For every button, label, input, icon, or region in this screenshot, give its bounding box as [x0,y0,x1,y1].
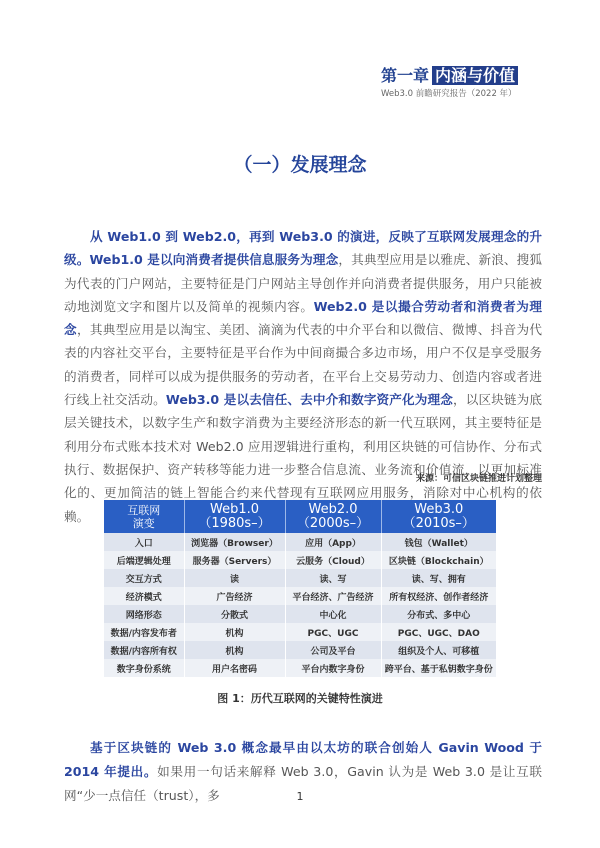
table-cell: 公司及平台 [285,641,381,659]
table-cell: 云服务（Cloud） [285,551,381,569]
table-header-cell: Web2.0 （2000s–） [285,500,381,533]
web-evolution-table [104,500,496,677]
table-cell: 经济模式 [104,587,184,605]
table-row [104,551,496,569]
table-cell: 读 [184,569,285,587]
para1-text-6: ，以区块链为底层关键技术，以数字生产和数字消费为主要经济形态的新一代互联网，其主要特征是利用分布式账本技术对 Web2.0 应用逻辑进行重构，利用区块链的可信协作、分布式执行、数据保护、资产转移等能力进一步整合信息流、业务流和价值流，以更加标准化的、更加简洁的链上智能合约来代替现有互联网应用服务，消除对中心机构的依赖。 [64,392,542,524]
chapter-title [381,66,518,86]
table-cell: 中心化 [285,605,381,623]
table-cell: 入口 [104,533,184,551]
table-cell: 数据/内容所有权 [104,641,184,659]
table-cell: 读、写、拥有 [381,569,496,587]
table-row [104,605,496,623]
table-header-row [104,500,496,533]
table-row [104,659,496,677]
table-cell: 跨平台、基于私钥数字身份 [381,659,496,677]
table-row [104,587,496,605]
chapter-header [381,66,518,99]
table-cell: 后端逻辑处理 [104,551,184,569]
table-header-cell: Web1.0 （1980s–） [184,500,285,533]
table-cell: PGC、UGC、DAO [381,623,496,641]
table-row [104,641,496,659]
para1-bold-1: 从 Web1.0 到 Web2.0，再到 Web3.0 的演进，反映了互联网发展理念的升级。Web1.0 是以向消费者提供信息服务为理念 [64,229,542,268]
table-row [104,569,496,587]
table-cell: 机构 [184,641,285,659]
table-cell: PGC、UGC [285,623,381,641]
table-cell: 机构 [184,623,285,641]
table-cell: 服务器（Servers） [184,551,285,569]
table-cell: 钱包（Wallet） [381,533,496,551]
para1-bold-3: Web2.0 是以撮合劳动者和消费者为理念 [64,298,543,338]
table-cell: 区块链（Blockchain） [381,551,496,569]
table-cell: 网络形态 [104,605,184,623]
para1-text-4: ，其典型应用是以淘宝、美团、滴滴为代表的中介平台和以微信、微博、抖音为代表的内容社交平台，主要特征是平台作为中间商撮合多边市场，用户不仅是享受服务的消费者，同样可以成为提供服务的劳动者，在平台上交易劳动力、创造内容或者进行线上社交活动。 [64,322,543,408]
table-cell: 组织及个人、可移植 [381,641,496,659]
report-name: Web3.0 前瞻研究报告（2022 年） [380,89,517,99]
table-cell: 平台经济、广告经济 [285,587,381,605]
table-cell: 应用（App） [285,533,381,551]
table-row [104,623,496,641]
para2-bold-1: 基于区块链的 Web 3.0 概念最早由以太坊的联合创始人 Gavin Wood 于 2014 年提出。 [64,740,542,779]
para1-bold-5: Web3.0 是以去信任、去中介和数字资产化为理念 [165,392,453,408]
table-cell: 分散式 [184,605,285,623]
table-cell: 数字身份系统 [104,659,184,677]
table-header-cell: 互联网 演变 [104,500,184,533]
para2-text-2: 如果用一句话来解释 Web 3.0，Gavin 认为是 Web 3.0 是让互联网“少一点信任（trust），多 [64,764,542,803]
table-cell: 平台内数字身份 [285,659,381,677]
chapter-name: 内涵与价值 [432,66,518,85]
table-cell: 广告经济 [184,587,285,605]
table-cell: 数据/内容发布者 [104,623,184,641]
table-cell: 浏览器（Browser） [184,533,285,551]
table-cell: 交互方式 [104,569,184,587]
section-title: （一）发展理念 [233,154,367,176]
table-cell: 分布式、多中心 [381,605,496,623]
page-number: 1 [296,790,304,803]
table-cell: 所有权经济、创作者经济 [381,587,496,605]
source-note: 来源：可信区块链推进计划整理 [415,474,542,484]
figure-caption: 图 1：历代互联网的关键特性演进 [217,692,383,705]
table-row [104,533,496,551]
table-cell: 用户名密码 [184,659,285,677]
table-header-cell: Web3.0 （2010s–） [381,500,496,533]
table-cell: 读、写 [285,569,381,587]
chapter-label: 第一章 [380,66,429,85]
para1-text-2: ，其典型应用是以雅虎、新浪、搜狐为代表的门户网站，主要特征是门户网站主导创作并向消费者提供服务，用户只能被动地浏览文字和图片以及简单的视频内容。 [64,252,542,314]
